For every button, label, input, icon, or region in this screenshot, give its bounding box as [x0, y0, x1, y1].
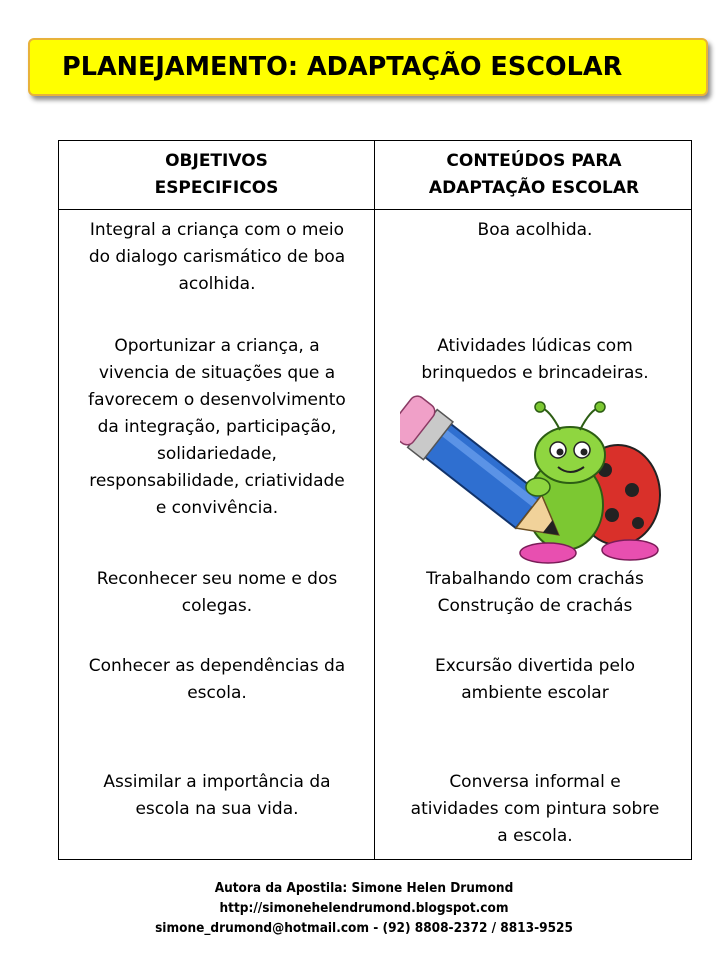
text-line: Boa acolhida. — [477, 220, 593, 240]
objetivo-cell-3 — [63, 566, 371, 620]
footer-contact: simone_drumond@hotmail.com - (92) 8808-2372 / 8813-9525 — [155, 920, 573, 936]
page-title: PLANEJAMENTO: ADAPTAÇÃO ESCOLAR — [62, 52, 623, 82]
text-line: Reconhecer seu nome e dos — [96, 569, 338, 589]
text-line: Assimilar a importância da — [103, 772, 331, 792]
text-line: brinquedos e brincadeiras. — [421, 363, 649, 383]
text-line: Conversa informal e — [449, 772, 621, 792]
title-banner — [28, 38, 708, 96]
text-line: e convivência. — [155, 498, 279, 518]
header-objetivos-line: OBJETIVOS — [165, 151, 268, 171]
footer-blog-link[interactable]: http://simonehelendrumond.blogspot.com — [219, 900, 509, 916]
conteudo-cell-2 — [379, 333, 691, 387]
text-line: ambiente escolar — [461, 683, 609, 703]
text-line: a escola. — [497, 826, 573, 846]
header-objetivos — [59, 141, 374, 209]
text-line: Conhecer as dependências da — [88, 656, 346, 676]
conteudo-cell-4 — [379, 653, 691, 707]
text-line: Construção de crachás — [437, 596, 633, 616]
text-line: Excursão divertida pelo — [434, 656, 636, 676]
objetivo-cell-4 — [63, 653, 371, 707]
footer — [0, 878, 728, 938]
text-line: colegas. — [181, 596, 253, 616]
header-conteudos-line: CONTEÚDOS PARA — [446, 151, 622, 171]
text-line: Integral a criança com o meio — [89, 220, 345, 240]
header-divider — [59, 209, 691, 210]
text-line: escola. — [187, 683, 247, 703]
text-line: do dialogo carismático de boa — [88, 247, 346, 267]
text-line: responsabilidade, criatividade — [89, 471, 345, 491]
text-line: atividades com pintura sobre — [410, 799, 660, 819]
text-line: escola na sua vida. — [135, 799, 299, 819]
objetivo-cell-2 — [63, 333, 371, 522]
objetivo-cell-1 — [63, 217, 371, 298]
conteudo-cell-1 — [379, 217, 691, 244]
objetivo-cell-5 — [63, 769, 371, 823]
text-line: Oportunizar a criança, a — [114, 336, 320, 356]
text-line: Trabalhando com crachás — [426, 569, 644, 589]
text-line: Atividades lúdicas com — [437, 336, 633, 356]
header-conteudos — [375, 141, 693, 209]
conteudo-cell-5 — [379, 769, 691, 850]
pencil-and-ladybug-icon — [400, 395, 670, 575]
footer-author: Autora da Apostila: Simone Helen Drumond — [214, 880, 514, 896]
text-line: favorecem o desenvolvimento — [88, 390, 346, 410]
text-line: solidariedade, — [157, 444, 277, 464]
column-divider — [374, 141, 375, 859]
text-line: vivencia de situações que a — [98, 363, 336, 383]
header-conteudos-line: ADAPTAÇÃO ESCOLAR — [428, 178, 640, 198]
header-objetivos-line: ESPECIFICOS — [154, 178, 279, 198]
text-line: da integração, participação, — [97, 417, 337, 437]
text-line: acolhida. — [178, 274, 256, 294]
